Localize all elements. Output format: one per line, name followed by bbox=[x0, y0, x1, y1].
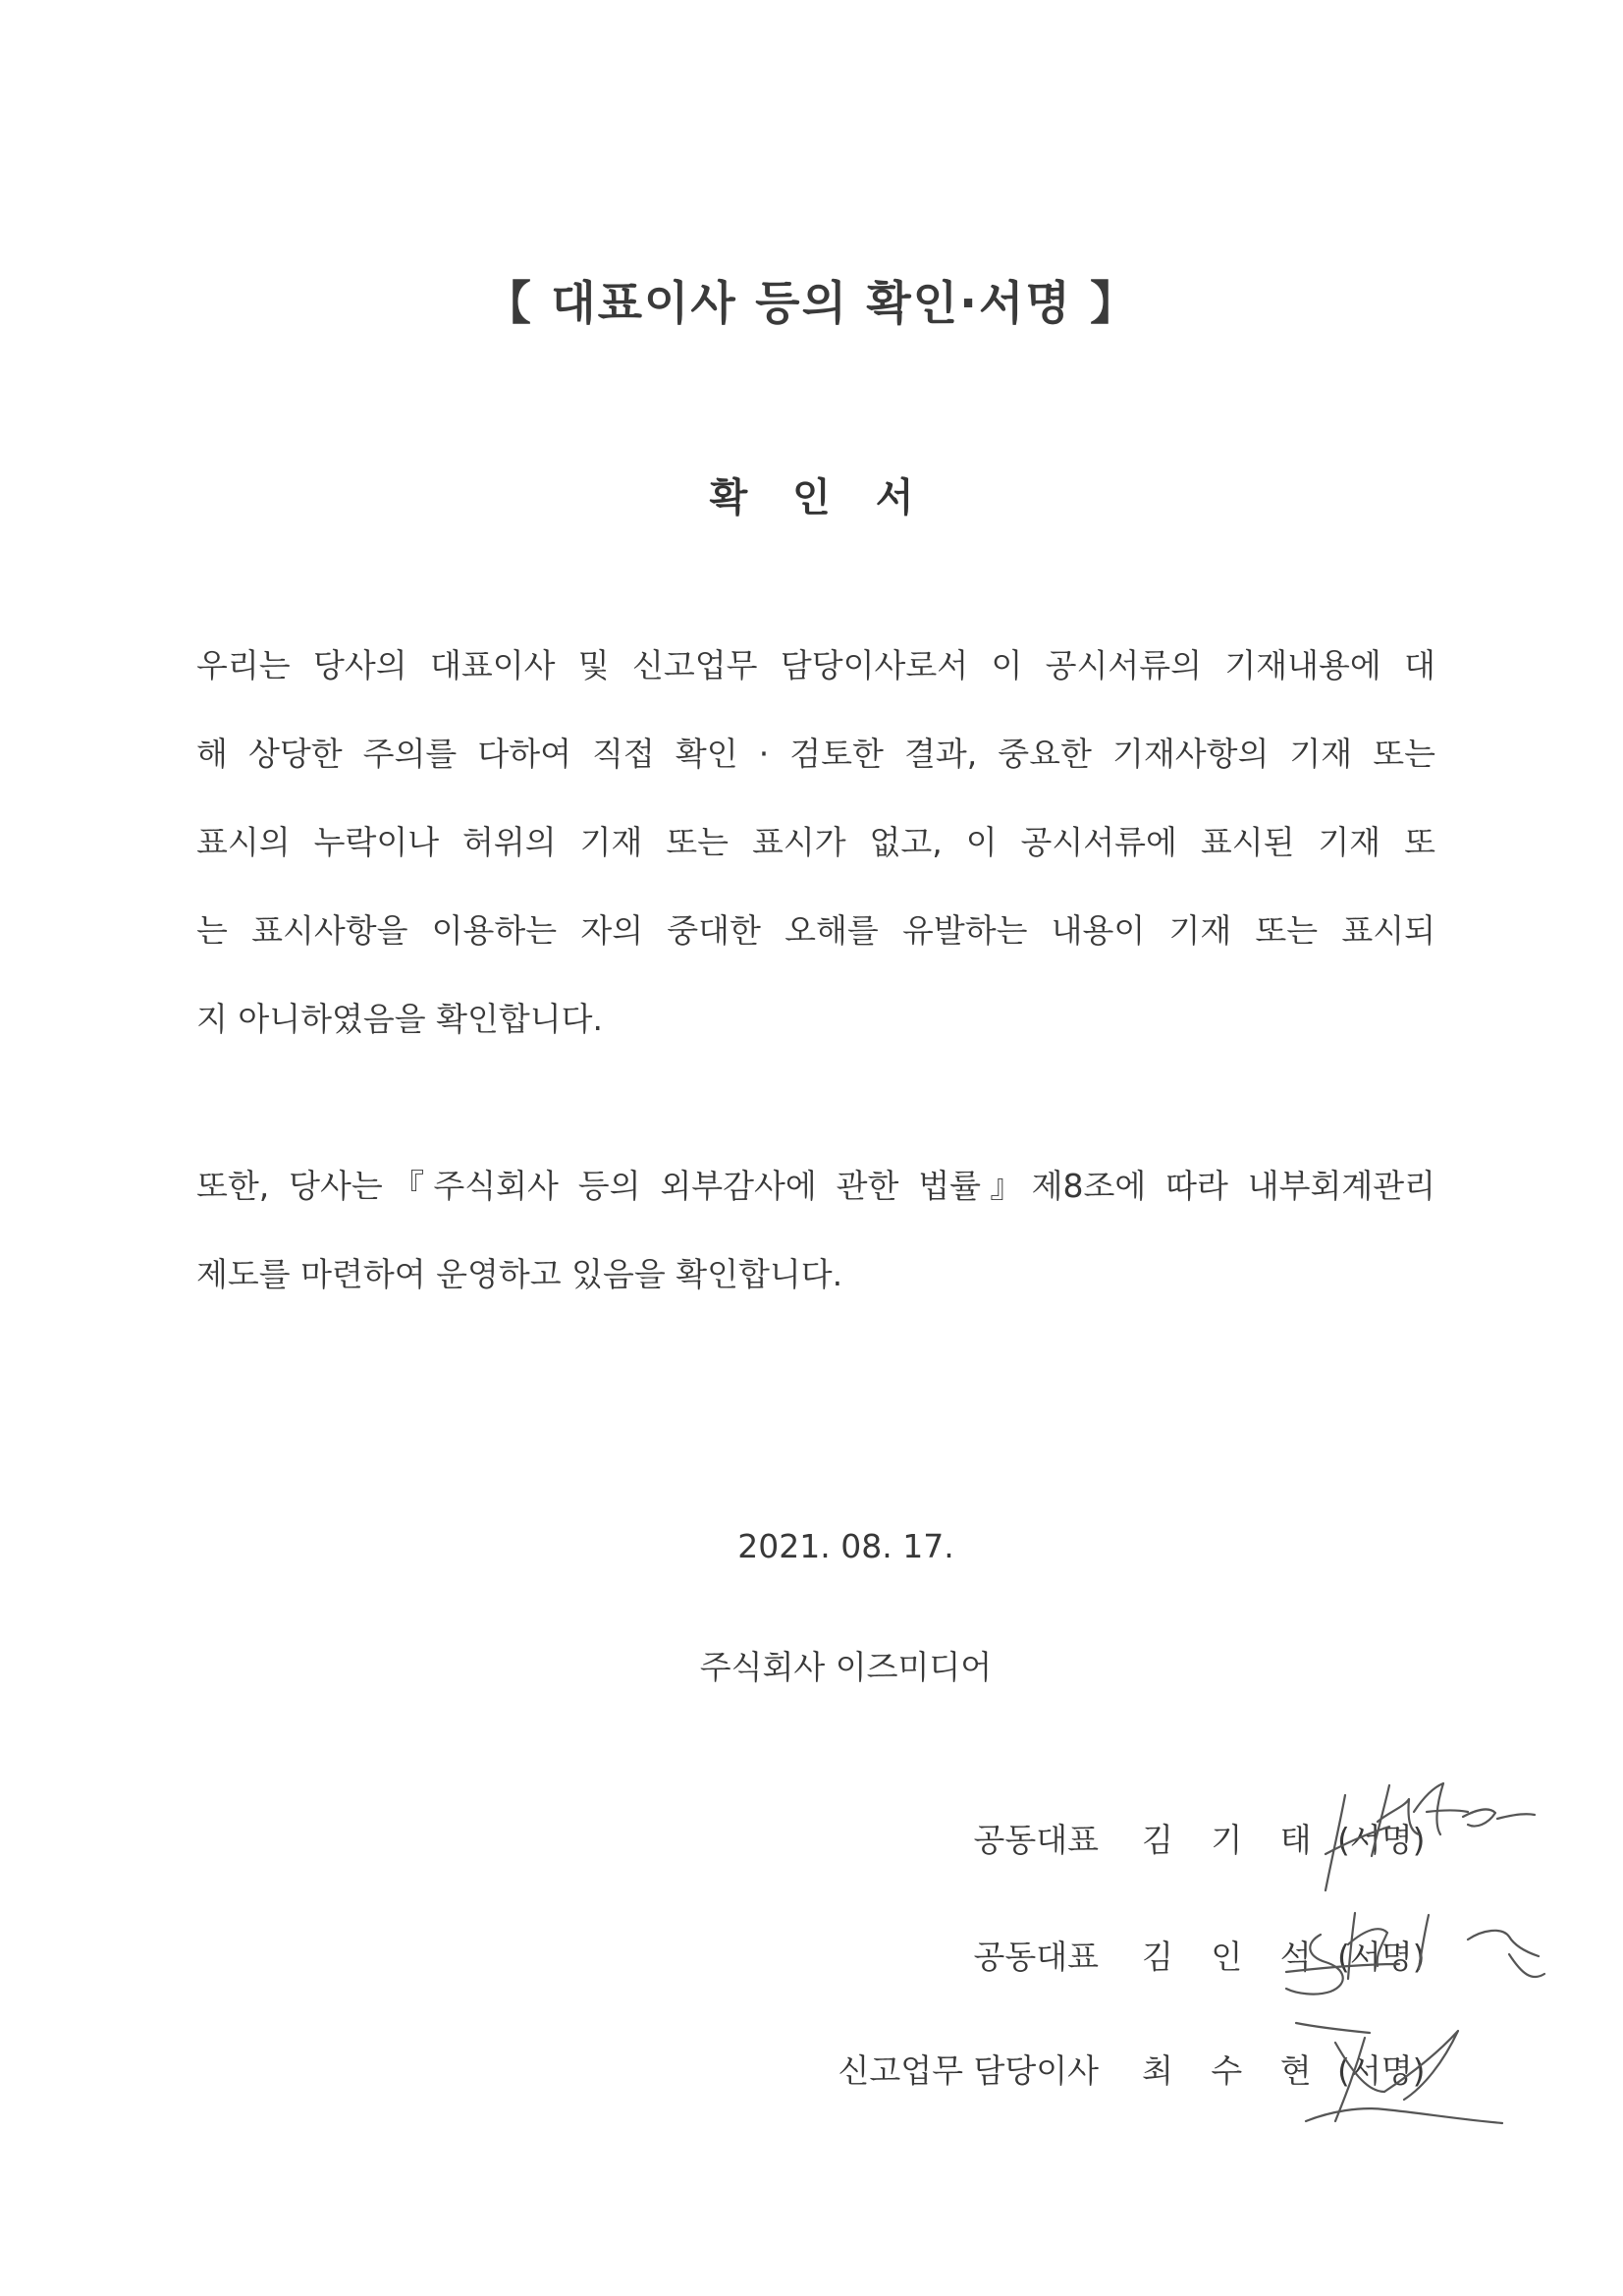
document-heading: 【 대표이사 등의 확인·서명 】 bbox=[484, 277, 1139, 331]
signer-row bbox=[0, 1815, 1623, 1864]
document-subtitle: 확 인 서 bbox=[709, 475, 930, 520]
signature-label: (서명) bbox=[1337, 2051, 1426, 2090]
signature-label: (서명) bbox=[1337, 1938, 1426, 1976]
internal-control-paragraph bbox=[196, 1142, 1435, 1319]
signer-name: 김 인 석 bbox=[1142, 1938, 1325, 1976]
paragraph-line: 는 표시사항을 이용하는 자의 중대한 오해를 유발하는 내용이 기재 또는 표시되 bbox=[196, 911, 1435, 950]
signer-role: 신고업무 담당이사 bbox=[838, 2051, 1099, 2090]
paragraph-line: 우리는 당사의 대표이사 및 신고업무 담당이사로서 이 공시서류의 기재내용에 대 bbox=[196, 646, 1435, 684]
paragraph-line: 또한, 당사는『주식회사 등의 외부감사에 관한 법률』제8조에 따라 내부회계관리 bbox=[196, 1167, 1435, 1205]
signer-role: 공동대표 bbox=[973, 1821, 1099, 1859]
signer-row bbox=[0, 1932, 1623, 1981]
paragraph-line: 지 아니하였음을 확인합니다. bbox=[196, 1000, 604, 1038]
signer-role: 공동대표 bbox=[973, 1938, 1099, 1976]
signer-name: 김 기 태 bbox=[1142, 1821, 1325, 1859]
company-name: 주식회사 이즈미디어 bbox=[699, 1648, 993, 1686]
signer-row bbox=[0, 2046, 1623, 2095]
confirmation-paragraph bbox=[196, 622, 1435, 1064]
paragraph-line: 표시의 누락이나 허위의 기재 또는 표시가 없고, 이 공시서류에 표시된 기재 또 bbox=[196, 823, 1435, 861]
signature-label: (서명) bbox=[1337, 1821, 1426, 1859]
signer-name: 최 수 현 bbox=[1142, 2051, 1325, 2090]
document-date: 2021. 08. 17. bbox=[737, 1527, 954, 1565]
paragraph-line: 해 상당한 주의를 다하여 직접 확인 · 검토한 결과, 중요한 기재사항의 기재 또는 bbox=[196, 735, 1435, 773]
paragraph-line: 제도를 마련하여 운영하고 있음을 확인합니다. bbox=[196, 1255, 843, 1293]
